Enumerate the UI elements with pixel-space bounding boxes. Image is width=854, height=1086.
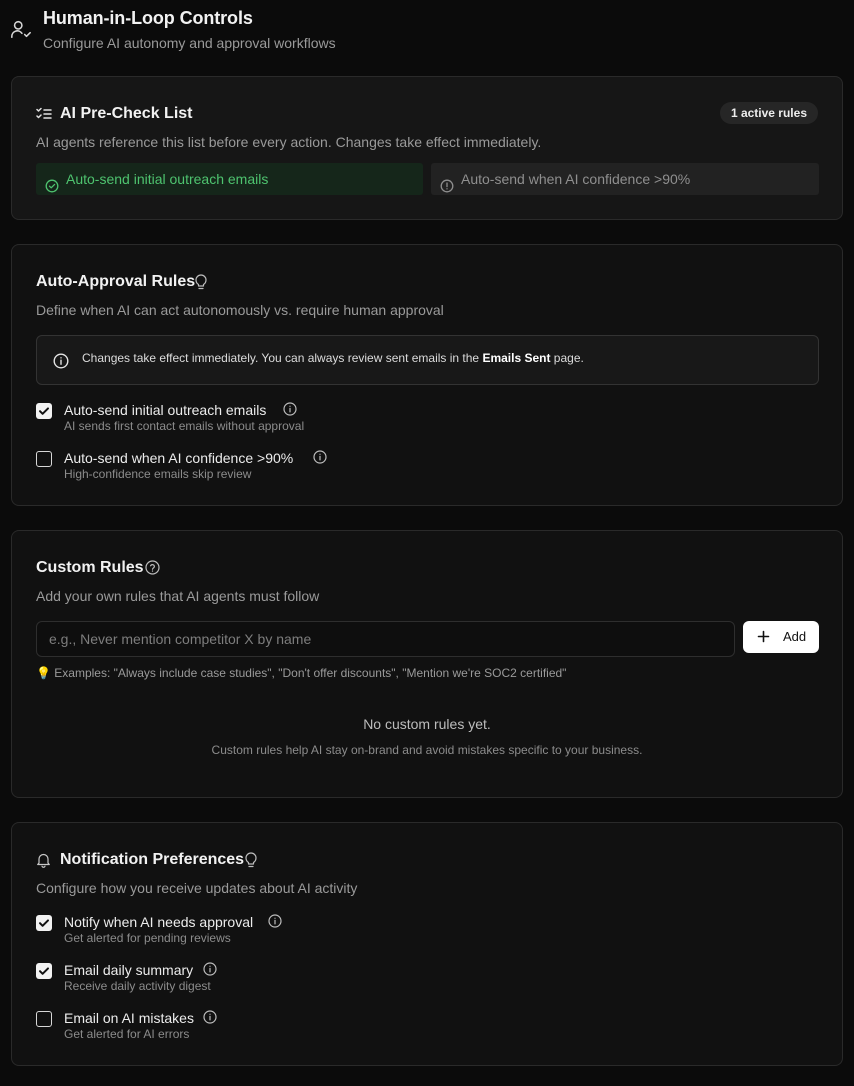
ai-mistakes-sub: Get alerted for AI errors (64, 1027, 190, 1041)
active-rules-badge: 1 active rules (720, 102, 818, 124)
auto-send-outreach-checkbox[interactable] (36, 403, 52, 419)
info-icon[interactable] (203, 962, 217, 976)
precheck-title: AI Pre-Check List (60, 105, 193, 122)
auto-send-outreach-sub: AI sends first contact emails without approval (64, 419, 305, 433)
help-circle-icon[interactable] (145, 560, 160, 575)
auto-approval-title: Auto-Approval Rules (36, 273, 196, 290)
info-icon[interactable] (313, 450, 327, 464)
alert-circle-icon (440, 172, 454, 186)
notification-preferences-card (11, 822, 843, 1066)
lightbulb-icon[interactable] (244, 852, 258, 869)
user-check-icon (10, 18, 32, 40)
page-title: Human-in-Loop Controls (43, 8, 253, 28)
precheck-card (11, 76, 843, 220)
info-icon[interactable] (283, 402, 297, 416)
auto-approval-description: Define when AI can act autonomously vs. require human approval (36, 302, 444, 318)
notification-preferences-title: Notification Preferences (60, 851, 245, 868)
info-notice (36, 335, 819, 385)
examples-hint: 💡 Examples: "Always include case studies", "Don't offer discounts", "Mention we're SOC2 certified" (36, 666, 567, 680)
notice-text (82, 351, 584, 365)
precheck-chip-label: Auto-send when AI confidence >90% (461, 171, 691, 187)
info-icon[interactable] (203, 1010, 217, 1024)
custom-rules-card (11, 530, 843, 798)
notify-approval-sub: Get alerted for pending reviews (64, 931, 231, 945)
notify-approval-checkbox[interactable] (36, 915, 52, 931)
auto-send-confidence-label[interactable]: Auto-send when AI confidence >90% (64, 450, 294, 466)
auto-send-confidence-sub: High-confidence emails skip review (64, 467, 252, 481)
notification-preferences-description: Configure how you receive updates about AI activity (36, 880, 358, 896)
notify-approval-label[interactable]: Notify when AI needs approval (64, 914, 254, 930)
bell-icon (36, 852, 51, 868)
daily-summary-label[interactable]: Email daily summary (64, 962, 194, 978)
custom-rule-input[interactable] (36, 621, 735, 657)
add-rule-label: Add (783, 629, 807, 644)
empty-state-description: Custom rules help AI stay on-brand and avoid mistakes specific to your business. (211, 743, 643, 757)
auto-approval-card (11, 244, 843, 506)
custom-rules-title: Custom Rules (36, 559, 144, 576)
empty-state-title: No custom rules yet. (363, 716, 491, 732)
emails-sent-link: Emails Sent (482, 351, 551, 365)
auto-send-confidence-checkbox[interactable] (36, 451, 52, 467)
daily-summary-sub: Receive daily activity digest (64, 979, 211, 993)
list-checks-icon (36, 107, 52, 121)
info-icon[interactable] (268, 914, 282, 928)
lightbulb-icon[interactable] (194, 274, 208, 291)
precheck-description: AI agents reference this list before every action. Changes take effect immediately. (36, 134, 542, 150)
custom-rules-description: Add your own rules that AI agents must follow (36, 588, 320, 604)
info-icon (53, 353, 69, 369)
page-header (0, 0, 854, 60)
add-rule-button[interactable] (743, 621, 819, 653)
ai-mistakes-checkbox[interactable] (36, 1011, 52, 1027)
ai-mistakes-label[interactable]: Email on AI mistakes (64, 1010, 194, 1026)
notice-text-prefix: Changes take effect immediately. You can always review sent emails in the (82, 351, 483, 365)
plus-icon (757, 630, 770, 643)
page-subtitle: Configure AI autonomy and approval workflows (43, 35, 336, 51)
precheck-chip-active (36, 163, 423, 195)
auto-send-outreach-label[interactable]: Auto-send initial outreach emails (64, 402, 267, 418)
notice-text-suffix: page. (550, 351, 584, 365)
check-circle-icon (45, 172, 59, 186)
precheck-chip-inactive (431, 163, 819, 195)
daily-summary-checkbox[interactable] (36, 963, 52, 979)
precheck-chip-label: Auto-send initial outreach emails (66, 171, 269, 187)
